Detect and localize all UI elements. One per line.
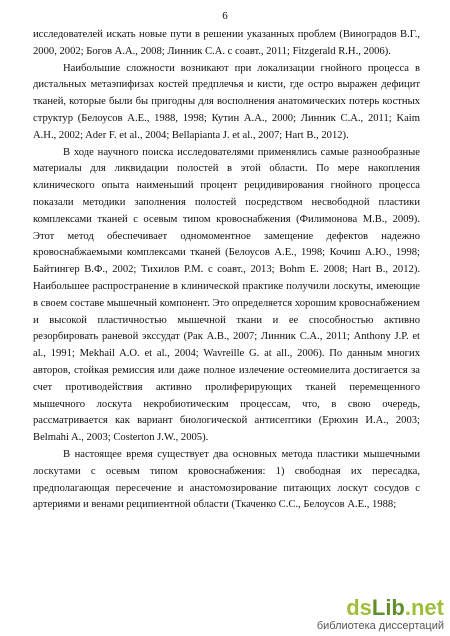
paragraph-3: В ходе научного поиска исследователями применялись самые разнообразные материалы для ликвидации полостей в этой области. По мере накопления клинического опыта наименьший процент рецидивирования гнойного процесса показали методики заполнения полостей посредством несвободной пластики комплексами тканей с осевым типом кровоснабжения (Филимонова М.В., 2009). Этот метод обеспечивает одномоментное замещение дефектов надежно кровоснабжаемыми комплексами тканей (Белоусов А.Е., 1998; Кочиш А.Ю., 1998; Байтингер В.Ф., 2002; Тихилов Р.М. с соавт., 2013; Bohm E. 2008; Hart B., 2012). Наибольшее распространение в клинической практике получили лоскуты, имеющие в своем составе мышечный компонент. Это определяется хорошим кровоснабжением и высокой пластичностью мышечной ткани и ее способностью активно резорбировать раневой экссудат (Рак А.В., 2007; Линник С.А., 2011; Anthony J.P. et al., 1991; Mekhail A.O. et al., 2004; Wavreille G. at all., 2006). По данным многих авторов, стойкая ремиссия или даже полное излечение остеомиелита достигается за счет противодействия активно пролиферирующих тканей перемещенного мышечного лоскута некробиотическим процессам, что, в свою очередь, рассматривается как вариант биологической антисептики (Ерюхин И.А., 2003; Belmahi A., 2003; Costerton J.W., 2005). — [33, 146, 420, 444]
watermark-logo — [317, 597, 444, 619]
logo-lib: Lib — [371, 595, 405, 620]
logo-ds: ds — [346, 595, 372, 620]
watermark-subtitle: библиотека диссертаций — [316, 620, 444, 632]
paragraph-4: В настоящее время существует два основных метода пластики мышечными лоскутами с осевым типом кровоснабжения: 1) свободная их пересадка, предполагающая пересечение и анастомозирование питающих лоскут сосудов с артериями и венами реципиентной области (Ткаченко С.С., Белоусов А.Е., 1988; — [33, 448, 420, 511]
logo-net: .net — [404, 595, 444, 620]
paragraph-2: Наибольшие сложности возникают при локализации гнойного процесса в дистальных метаэпифизах костей предплечья и кисти, где остро выражен дефицит тканей, которые были бы пригодны для восполнения анатомических потерь костных структур (Белоусов А.Е., 1988, 1998; Кутин А.А., 2000; Линник С.А., 2011; Kaim A.H., 2002; Ader F. et al., 2004; Bellapianta J. et al., 2007; Hart B., 2012). — [33, 62, 420, 141]
paragraph-1: исследователей искать новые пути в решении указанных проблем (Виноградов В.Г., 2000, 2002; Богов А.А., 2008; Линник С.А. с соавт., 2011; Fitzgerald R.H., 2006). — [33, 29, 420, 57]
watermark — [317, 597, 444, 632]
body-text — [33, 27, 420, 514]
page-number: 6 — [222, 10, 228, 22]
